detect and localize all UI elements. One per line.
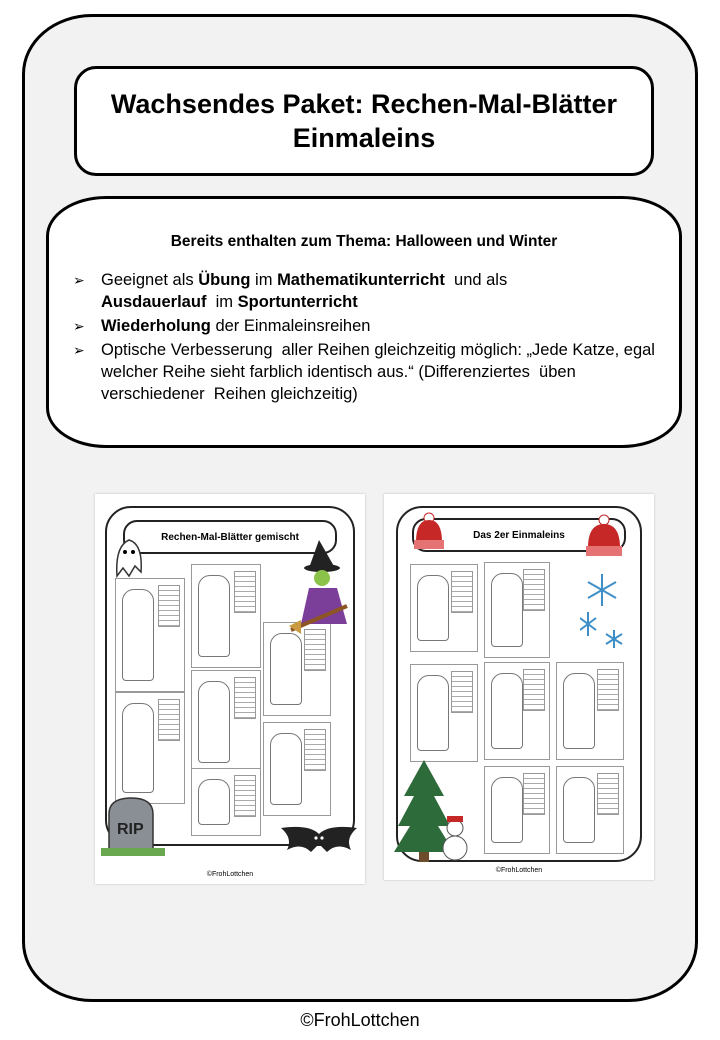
svg-text:RIP: RIP [117, 821, 144, 838]
thumbnail-credit: ©FrohLottchen [495, 867, 543, 874]
bullet-text: Geeignet als [101, 271, 199, 289]
bullet-bold-text: Ausdauerlauf [101, 293, 207, 311]
bullet-bold-text: Mathematikunterricht [277, 271, 445, 289]
mini-worksheet [263, 722, 331, 816]
arrow-bullet-icon: ➢ [73, 318, 85, 334]
bullet-bold-text: Sportunterricht [237, 293, 358, 311]
title-line-2: Einmaleins [292, 123, 436, 153]
ghost-icon [109, 532, 149, 582]
arrow-bullet-icon: ➢ [73, 342, 85, 358]
footer-credit: ©FrohLottchen [300, 1010, 420, 1030]
snowman-icon [440, 814, 470, 862]
snowflake-icon [580, 570, 624, 650]
bullet-bold-text: Übung [198, 271, 251, 289]
witch-icon [289, 534, 359, 634]
tombstone-icon [101, 794, 165, 856]
mini-worksheet [263, 622, 331, 716]
mini-worksheet [410, 564, 478, 652]
thumbnail-halloween [95, 494, 365, 884]
bullet-bold-text: Wiederholung [101, 317, 211, 335]
bat-icon [279, 820, 359, 860]
info-box [46, 196, 682, 448]
bullet-text: Optische Verbesserung aller Reihen gleichzeitig möglich: „Jede Katze, egal welcher Reihe sieht farblich identisch aus.“ (Differenziertes üben verschiedener Reihen gleichzeitig) [101, 341, 660, 403]
winter-hat-icon [412, 512, 446, 552]
thumbnail-winter [384, 494, 654, 880]
bullet-item-optische [69, 339, 669, 405]
thumbnail-credit: ©FrohLottchen [206, 871, 254, 878]
mini-worksheet [484, 562, 550, 658]
bullet-text: der Einmaleinsreihen [210, 317, 371, 335]
mini-worksheet [556, 662, 624, 760]
bullet-item-wiederholung [69, 315, 669, 337]
info-heading: Bereits enthalten zum Thema: Halloween und Winter [170, 233, 558, 250]
mini-worksheet [191, 564, 261, 668]
mini-worksheet [191, 768, 261, 836]
arrow-bullet-icon: ➢ [73, 272, 85, 288]
mini-worksheet [115, 578, 185, 692]
mini-worksheet [115, 692, 185, 804]
mini-worksheet [556, 766, 624, 854]
bullet-text: und als [444, 271, 512, 289]
bullet-text: im [206, 293, 238, 311]
bullet-list [69, 269, 669, 407]
mini-worksheet [484, 766, 550, 854]
bullet-item-uebung [69, 269, 669, 313]
winter-hat-icon [584, 514, 624, 558]
mini-worksheet [484, 662, 550, 760]
bullet-text: im [250, 271, 278, 289]
title-box [74, 66, 654, 176]
mini-worksheet [191, 670, 261, 774]
thumbnail-title: Rechen-Mal-Blätter gemischt [161, 531, 299, 543]
thumbnail-title: Das 2er Einmaleins [473, 529, 565, 541]
mini-worksheet [410, 664, 478, 762]
title-line-1: Wachsendes Paket: Rechen-Mal-Blätter [110, 89, 618, 119]
